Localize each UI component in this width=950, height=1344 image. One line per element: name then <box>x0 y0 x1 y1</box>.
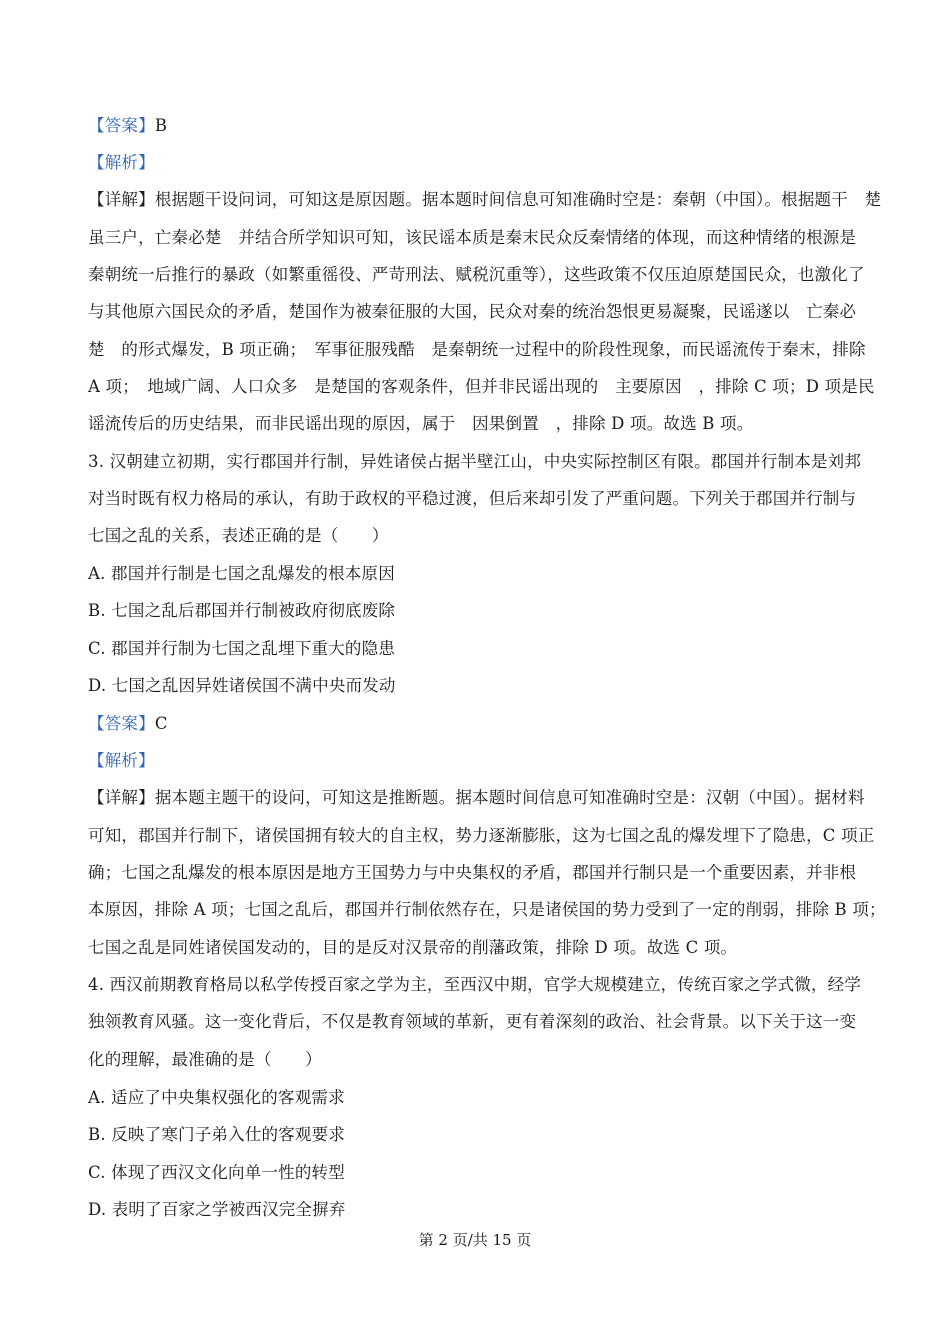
q3-detail-line-1 <box>88 786 865 810</box>
q3-detail-line-4: 本原因，排除 A 项；七国之乱后，郡国并行制依然存在，只是诸侯国的势力受到了一定的削弱，排除 B 项； <box>88 900 886 919</box>
detail-tag: 【详解】 <box>88 788 155 807</box>
q3-stem-line-1: 3. 汉朝建立初期，实行郡国并行制，异姓诸侯占据半壁江山，中央实际控制区有限。郡国并行制本是刘邦 <box>88 452 862 471</box>
q2-detail-line-7: 谣流传后的历史结果，而非民谣出现的原因，属于 因果倒置 ，排除 D 项。故选 B 项。 <box>88 414 754 433</box>
answer-tag: 【答案】 <box>88 116 155 135</box>
q3-option-d: D. 七国之乱因异姓诸侯国不满中央而发动 <box>88 676 396 695</box>
q4-stem-line-2: 独领教育风骚。这一变化背后，不仅是教育领域的革新，更有着深刻的政治、社会背景。以下关于这一变 <box>88 1012 857 1031</box>
detail-text: 根据题干设问词，可知这是原因题。据本题时间信息可知准确时空是：秦朝（中国）。根据题干 楚 <box>154 190 882 209</box>
q4-option-d: D. 表明了百家之学被西汉完全摒弃 <box>88 1200 346 1219</box>
analysis-tag: 【解析】 <box>88 153 155 172</box>
q4-stem-line-3: 化的理解，最准确的是（ ） <box>88 1050 322 1069</box>
answer-value: B <box>154 116 168 135</box>
q4-option-a: A. 适应了中央集权强化的客观需求 <box>88 1088 345 1107</box>
q2-detail-line-6: A 项； 地域广阔、人口众多 是楚国的客观条件，但并非民谣出现的 主要原因 ，排除 C 项；D 项是民 <box>88 377 875 396</box>
q3-analysis-line <box>88 749 862 773</box>
analysis-tag: 【解析】 <box>88 751 155 770</box>
page-footer: 第 2 页/共 15 页 <box>418 1231 532 1249</box>
answer-tag: 【答案】 <box>88 714 155 733</box>
q3-answer-line <box>88 712 862 736</box>
q2-detail-line-1 <box>88 188 882 212</box>
q3-option-a: A. 郡国并行制是七国之乱爆发的根本原因 <box>88 564 395 583</box>
q2-analysis-line <box>88 151 862 175</box>
q3-option-c: C. 郡国并行制为七国之乱埋下重大的隐患 <box>88 639 396 658</box>
detail-text: 据本题主题干的设问，可知这是推断题。据本题时间信息可知准确时空是：汉朝（中国）。据材料 <box>154 788 865 807</box>
q4-option-b: B. 反映了寒门子弟入仕的客观要求 <box>88 1125 346 1144</box>
q3-detail-line-5: 七国之乱是同姓诸侯国发动的，目的是反对汉景帝的削藩政策，排除 D 项。故选 C 项。 <box>88 938 738 957</box>
q2-detail-line-4: 与其他原六国民众的矛盾，楚国作为被秦征服的大国，民众对秦的统治怨恨更易凝聚，民谣遂以 亡秦必 <box>88 302 857 321</box>
q2-answer-line <box>88 114 862 138</box>
q3-option-b: B. 七国之乱后郡国并行制被政府彻底废除 <box>88 601 396 620</box>
q3-stem-line-3: 七国之乱的关系，表述正确的是（ ） <box>88 526 389 545</box>
q4-option-c: C. 体现了西汉文化向单一性的转型 <box>88 1163 345 1182</box>
q3-detail-line-2: 可知，郡国并行制下，诸侯国拥有较大的自主权，势力逐渐膨胀，这为七国之乱的爆发埋下了隐患，C 项正 <box>88 826 875 845</box>
q2-detail-line-2: 虽三户，亡秦必楚 并结合所学知识可知，该民谣本质是秦末民众反秦情绪的体现，而这种情绪的根源是 <box>88 228 857 247</box>
q2-detail-line-5: 楚 的形式爆发，B 项正确； 军事征服残酷 是秦朝统一过程中的阶段性现象，而民谣流传于秦末，排除 <box>88 340 866 359</box>
q4-stem-line-1: 4. 西汉前期教育格局以私学传授百家之学为主，至西汉中期，官学大规模建立，传统百家之学式微，经学 <box>88 975 862 994</box>
answer-value: C <box>154 714 168 733</box>
q2-detail-line-3: 秦朝统一后推行的暴政（如繁重徭役、严苛刑法、赋税沉重等），这些政策不仅压迫原楚国民众，也激化了 <box>88 265 865 284</box>
q3-stem-line-2: 对当时既有权力格局的承认，有助于政权的平稳过渡，但后来却引发了严重问题。下列关于郡国并行制与 <box>88 489 857 508</box>
q3-detail-line-3: 确；七国之乱爆发的根本原因是地方王国势力与中央集权的矛盾，郡国并行制只是一个重要因素，并非根 <box>88 863 857 882</box>
detail-tag: 【详解】 <box>88 190 155 209</box>
